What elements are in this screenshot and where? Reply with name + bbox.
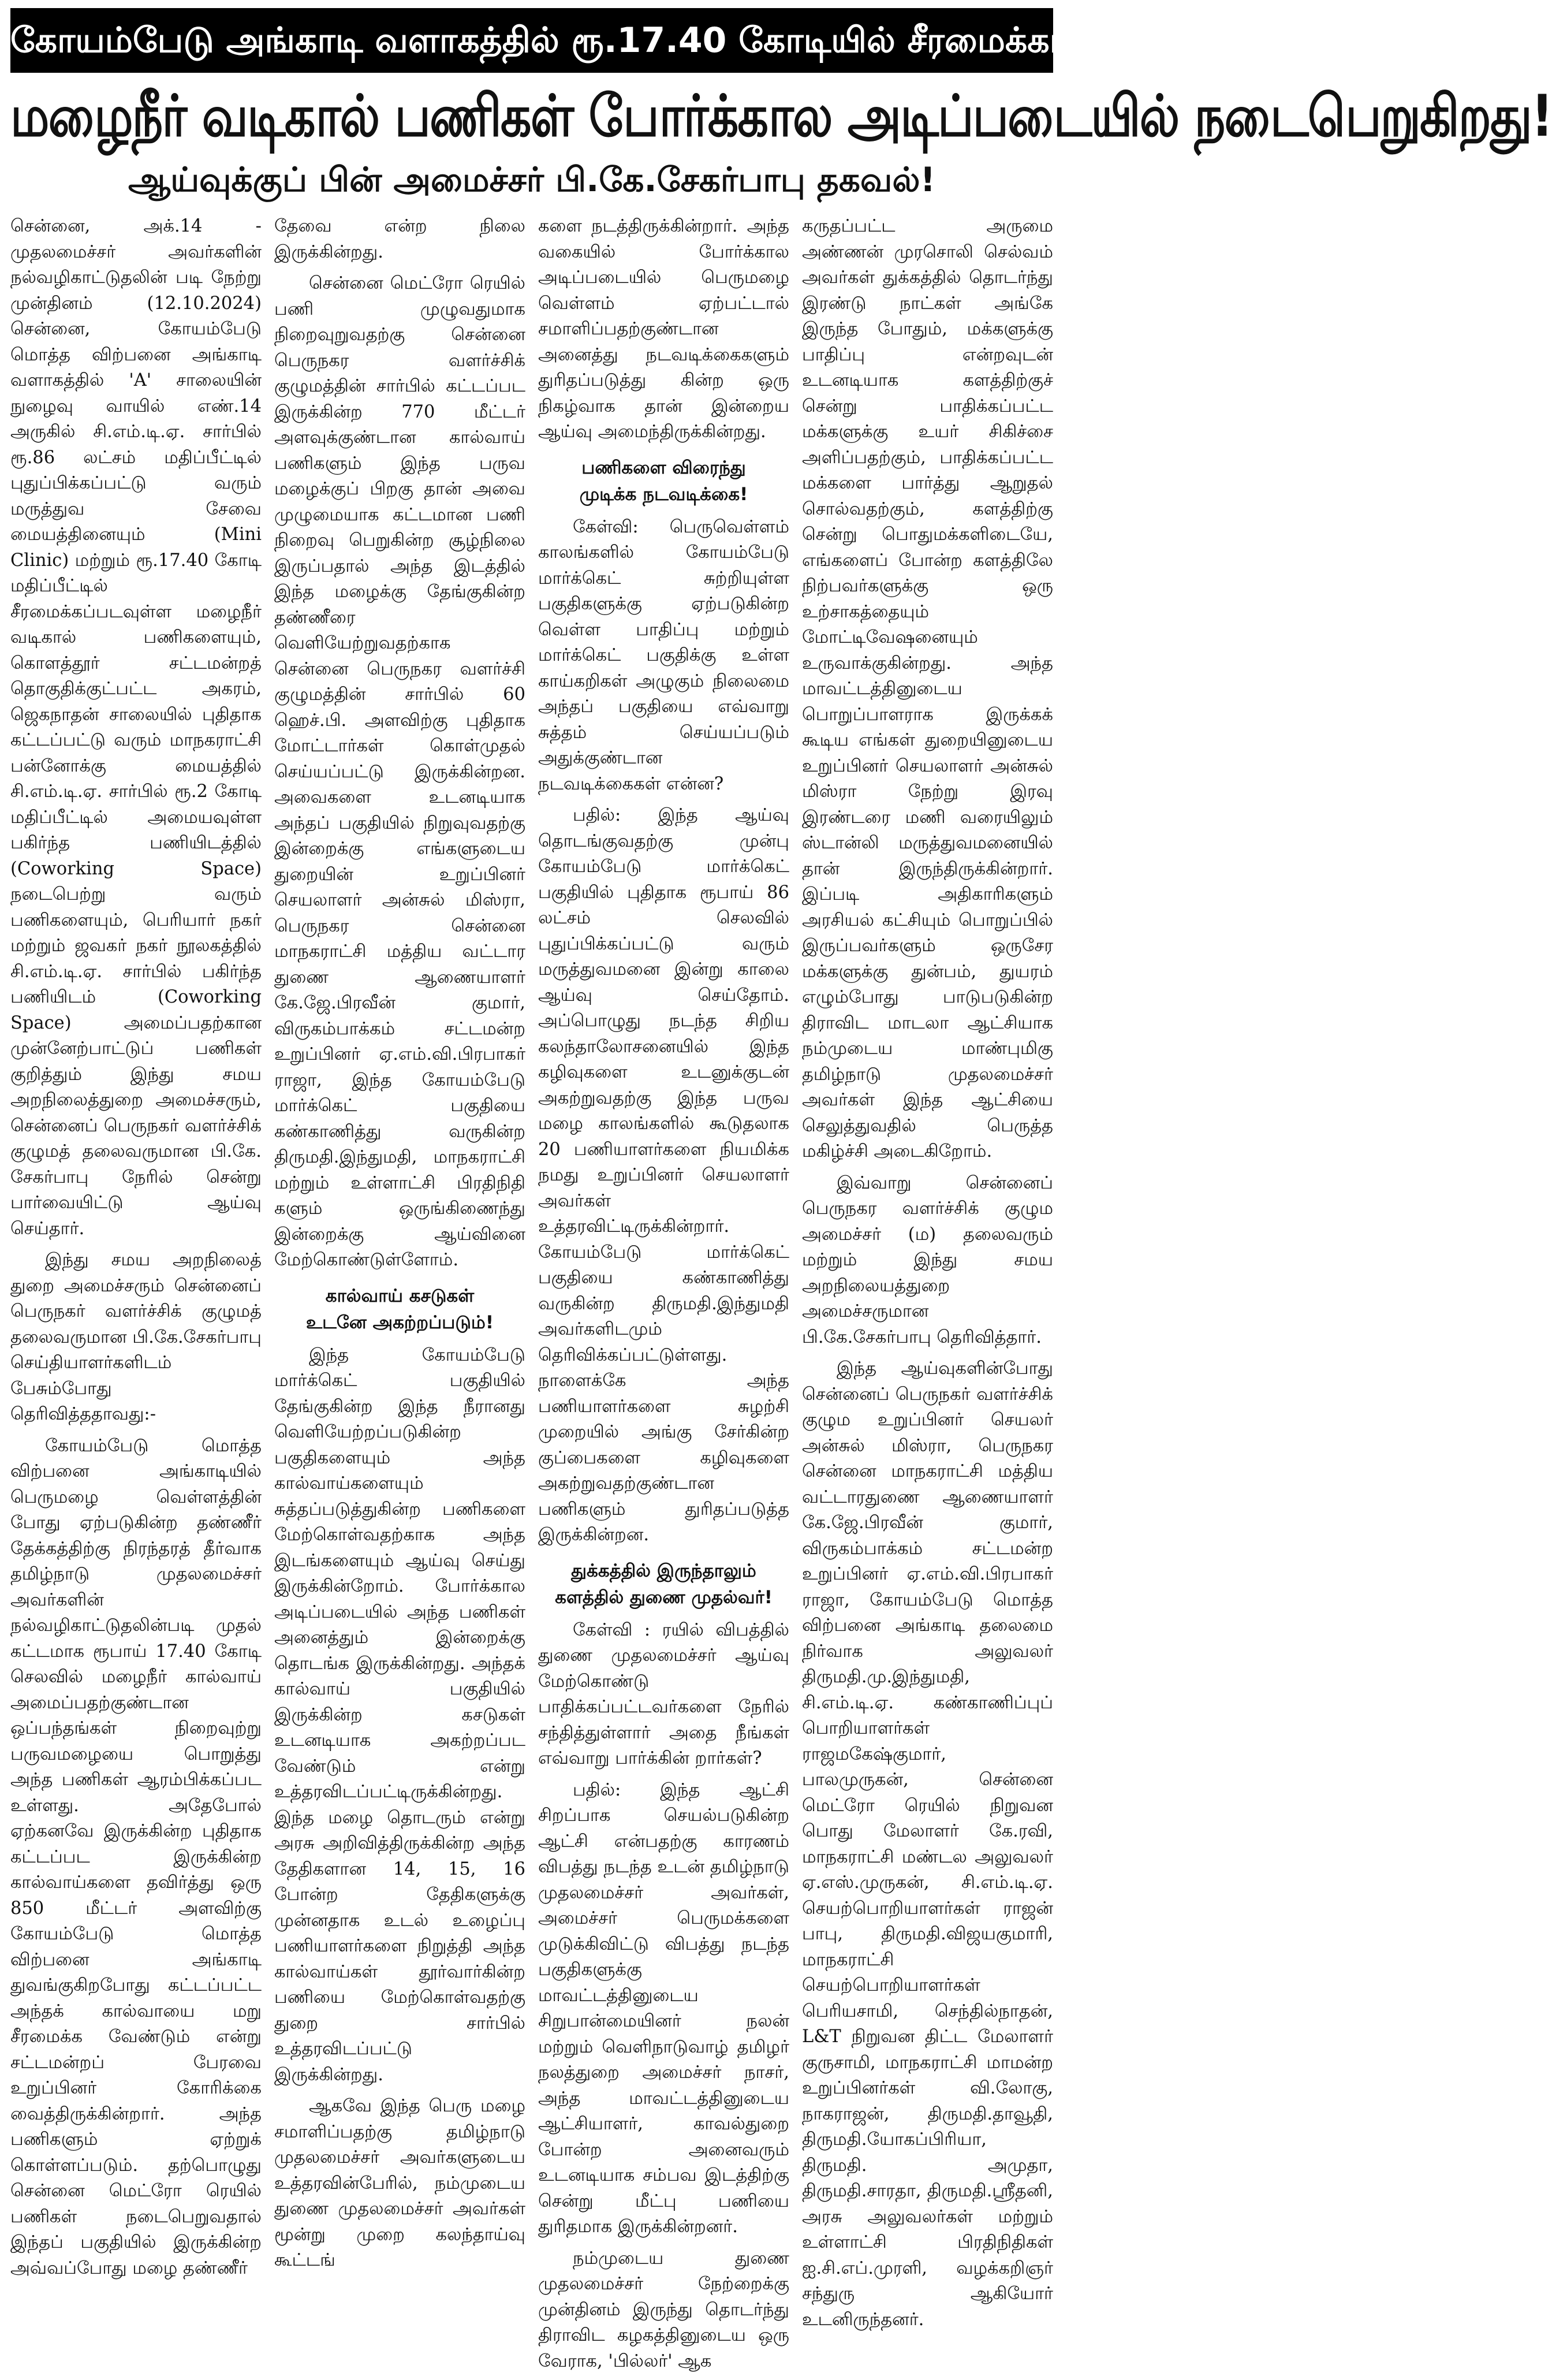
article-column-3: [538, 214, 789, 2380]
body-paragraph: கேள்வி: பெருவெள்ளம் காலங்களில் கோயம்பேடு மார்க்கெட் சுற்றியுள்ள பகுதிகளுக்கு ஏற்படுகின்ற வெள்ள பாதிப்பு மற்றும் மார்க்கெட் பகுதிக்கு உள்ள காய்கறிகள் அழுகும் நிலைமை அந்தப் பகுதியை எவ்வாறு சுத்தம் செய்யப்படும் அதுக்குண்டான நடவடிக்கைகள் என்ன?: [538, 516, 789, 794]
body-paragraph: இந்து சமய அறநிலைத் துறை அமைச்சரும் சென்னைப் பெருநகர் வளர்ச்சிக் குழுமத் தலைவருமான பி.கே.சேகர்பாபு செய்தியாளர்களிடம் பேசும்போது தெரிவித்ததாவது:-: [10, 1250, 262, 1424]
body-paragraph: கோயம்பேடு மொத்த விற்பனை அங்காடியில் பெருமழை வெள்ளத்தின் போது ஏற்படுகின்ற தண்ணீர் தேக்கத்திற்கு நிரந்தரத் தீர்வாக தமிழ்நாடு முதலமைச்சர் அவர்களின் நல்வழிகாட்டுதலின்படி முதல் கட்டமாக ரூபாய் 17.40 கோடி செலவில் மழைநீர் கால்வாய் அமைப்பதற்குண்டான ஒப்பந்தங்கள் நிறைவுற்று பருவமழையை பொறுத்து அந்த பணிகள் ஆரம்பிக்கப்பட உள்ளது. அதேபோல் ஏற்கனவே இருக்கின்ற புதிதாக கட்டப்பட இருக்கின்ற கால்வாய்களை தவிர்த்து ஒரு 850 மீட்டர் அளவிற்கு கோயம்பேடு மொத்த விற்பனை அங்காடி துவங்குகிறபோது கட்டப்பட்ட அந்தக் கால்வாயை மறு சீரமைக்க வேண்டும் என்று சட்டமன்றப் பேரவை உறுப்பினர் கோரிக்கை வைத்திருக்கின்றார். அந்த பணிகளும் ஏற்றுக் கொள்ளப்படும். தற்பொழுது சென்னை மெட்ரோ ரெயில் பணிகள் நடைபெறுவதால் இந்தப் பகுதியில் இருக்கின்ற அவ்வப்போது மழை தண்ணீர்: [10, 1435, 262, 2278]
subheading-line: கால்வாய் கசடுகள்: [325, 1285, 475, 1306]
body-paragraph: களை நடத்திருக்கின்றார். அந்த வகையில் போர்க்கால அடிப்படையில் பெருமழை வெள்ளம் ஏற்பட்டால் சமாளிப்பதற்குண்டான அனைத்து நடவடிக்கைகளும் துரிதப்படுத்து கின்ற ஒரு நிகழ்வாக தான் இன்றைய ஆய்வு அமைந்திருக்கின்றது.: [538, 216, 789, 442]
article-column-4: [802, 214, 1053, 2380]
body-paragraph: இந்த ஆய்வுகளின்போது சென்னைப் பெருநகர் வளர்ச்சிக் குழும உறுப்பினர் செயலர் அன்சுல் மிஸ்ரா, பெருநகர சென்னை மாநகராட்சி மத்திய வட்டாரதுணை ஆணையாளர் கே.ஜே.பிரவீன் குமார், விருகம்பாக்கம் சட்டமன்ற உறுப்பினர் ஏ.எம்.வி.பிரபாகர் ராஜா, கோயம்பேடு மொத்த விற்பனை அங்காடி தலைமை நிர்வாக அலுவலர் திருமதி.மு.இந்துமதி, சி.எம்.டி.ஏ. கண்காணிப்புப் பொறியாளர்கள் ராஜமகேஷ்குமார், பாலமுருகன், சென்னை மெட்ரோ ரெயில் நிறுவன பொது மேலாளர் கே.ரவி, மாநகராட்சி மண்டல அலுவலர் ஏ.எஸ்.முருகன், சி.எம்.டி.ஏ. செயற்பொறியாளர்கள் ராஜன் பாபு, திருமதி.விஜயகுமாரி, மாநகராட்சி செயற்பொறியாளர்கள் பெரியசாமி, செந்தில்நாதன், L&T நிறுவன திட்ட மேலாளர் குருசாமி, மாநகராட்சி மாமன்ற உறுப்பினர்கள் வி.லோகு, நாகராஜன், திருமதி.தாவூதி, திருமதி.யோகப்பிரியா, திருமதி. அமுதா, திருமதி.சாரதா, திருமதி.ஸ்ரீதனி, அரசு அலுவலர்கள் மற்றும் உள்ளாட்சி பிரதிநிதிகள் ஐ.சி.எப்.முரளி, வழக்கறிஞர் சந்துரு ஆகியோர் உடனிருந்தனர்.: [802, 1358, 1053, 2330]
body-paragraph: சென்னை, அக்.14 - முதலமைச்சர் அவர்களின் நல்வழிகாட்டுதலின் படி நேற்று முன்தினம் (12.10.2024) சென்னை, கோயம்பேடு மொத்த விற்பனை அங்காடி வளாகத்தில் 'A' சாலையின் நுழைவு வாயில் எண்.14 அருகில் சி.எம்.டி.ஏ. சார்பில் ரூ.86 லட்சம் மதிப்பீட்டில் புதுப்பிக்கப்பட்டு வரும் மருத்துவ சேவை மையத்தினையும் (Mini Clinic) மற்றும் ரூ.17.40 கோடி மதிப்பீட்டில் சீரமைக்கப்படவுள்ள மழைநீர் வடிகால் பணிகளையும், கொளத்தூர் சட்டமன்றத் தொகுதிக்குட்பட்ட அகரம், ஜெகநாதன் சாலையில் புதிதாக கட்டப்பட்டு வரும் மாநகராட்சி பன்னோக்கு மையத்தில் சி.எம்.டி.ஏ. சார்பில் ரூ.2 கோடி மதிப்பீட்டில் அமையவுள்ள பகிர்ந்த பணியிடத்தில் (Coworking Space) நடைபெற்று வரும் பணிகளையும், பெரியார் நகர் மற்றும் ஜவகர் நகர் நூலகத்தில் சி.எம்.டி.ஏ. சார்பில் பகிர்ந்த பணியிடம் (Coworking Space) அமைப்பதற்கான முன்னேற்பாட்டுப் பணிகள் குறித்தும் இந்து சமய அறநிலைத்துறை அமைச்சரும், சென்னைப் பெருநகர் வளர்ச்சிக் குழுமத் தலைவருமான பி.கே. சேகர்பாபு நேரில் சென்று பார்வையிட்டு ஆய்வு செய்தார்.: [10, 216, 262, 1239]
body-paragraph: நம்முடைய துணை முதலமைச்சர் நேற்றைக்கு முன்தினம் இருந்து தொடர்ந்து திராவிட கழகத்தினுடைய ஒரு வேராக, 'பில்லர்' ஆக: [538, 2248, 789, 2371]
section-subheading: [274, 1283, 525, 1336]
subheading-line: உடனே அகற்றப்படும்!: [305, 1312, 494, 1333]
subheadline: ஆய்வுக்குப் பின் அமைச்சர் பி.கே.சேகர்பாபு தகவல்!: [128, 160, 936, 199]
headline: மழைநீர் வடிகால் பணிகள் போர்க்கால அடிப்படையில் நடைபெறுகிறது!: [10, 83, 1552, 150]
body-paragraph: சென்னை மெட்ரோ ரெயில் பணி முழுவதுமாக நிறைவுறுவதற்கு சென்னை பெருநகர வளர்ச்சிக் குழுமத்தின் சார்பில் கட்டப்பட இருக்கின்ற 770 மீட்டர் அளவுக்குண்டான கால்வாய் பணிகளும் இந்த பருவ மழைக்குப் பிறகு தான் அவை முழுமையாக கட்டமான பணி நிறைவு பெறுகின்ற சூழ்நிலை இருப்பதால் அந்த இடத்தில் இந்த மழைக்கு தேங்குகின்ற தண்ணீரை வெளியேற்றுவதற்காக சென்னை பெருநகர வளர்ச்சி குழுமத்தின் சார்பில் 60 ஹெச்.பி. அளவிற்கு புதிதாக மோட்டார்கள் கொள்முதல் செய்யப்பட்டு இருக்கின்றன. அவைகளை உடனடியாக அந்தப் பகுதியில் நிறுவுவதற்கு இன்றைக்கு எங்களுடைய துறையின் உறுப்பினர் செயலாளர் அன்சுல் மிஸ்ரா, பெருநகர சென்னை மாநகராட்சி மத்திய வட்டார துணை ஆணையாளர் கே.ஜே.பிரவீன் குமார், விருகம்பாக்கம் சட்டமன்ற உறுப்பினர் ஏ.எம்.வி.பிரபாகர் ராஜா, இந்த கோயம்பேடு மார்க்கெட் பகுதியை கண்காணித்து வருகின்ற திருமதி.இந்துமதி, மாநகராட்சி மற்றும் உள்ளாட்சி பிரதிநிதி களும் ஒருங்கிணைந்து இன்றைக்கு ஆய்வினை மேற்கொண்டுள்ளோம்.: [274, 273, 525, 1270]
subheading-line: களத்தில் துணை முதல்வர்!: [555, 1586, 773, 1608]
body-paragraph: இவ்வாறு சென்னைப் பெருநகர வளர்ச்சிக் குழும அமைச்சர் (ம) தலைவரும் மற்றும் இந்து சமய அறநிலையத்துறை அமைச்சருமான பி.கே.சேகர்பாபு தெரிவித்தார்.: [802, 1172, 1053, 1347]
subheading-line: முடிக்க நடவடிக்கை!: [579, 483, 748, 505]
body-paragraph: கேள்வி : ரயில் விபத்தில் துணை முதலமைச்சர் ஆய்வு மேற்கொண்டு பாதிக்கப்பட்டவர்களை நேரில் சந்தித்துள்ளார் அதை நீங்கள் எவ்வாறு பார்க்கின் றார்கள்?: [538, 1619, 789, 1768]
subheading-line: துக்கத்தில் இருந்தாலும்: [571, 1560, 756, 1581]
article-columns: [10, 214, 1053, 2371]
body-paragraph: பதில்: இந்த ஆய்வு தொடங்குவதற்கு முன்பு கோயம்பேடு மார்க்கெட் பகுதியில் புதிதாக ரூபாய் 86 லட்சம் செலவில் புதுப்பிக்கப்பட்டு வரும் மருத்துவமனை இன்று காலை ஆய்வு செய்தோம். அப்பொழுது நடந்த சிறிய கலந்தாலோசனையில் இந்த கழிவுகளை உடனுக்குடன் அகற்றுவதற்கு இந்த பருவ மழை காலங்களில் கூடுதலாக 20 பணியாளர்களை நியமிக்க நமது உறுப்பினர் செயலாளர் அவர்கள் உத்தரவிட்டிருக்கின்றார். கோயம்பேடு மார்க்கெட் பகுதியை கண்காணித்து வருகின்ற திருமதி.இந்துமதி அவர்களிடமும் தெரிவிக்கப்பட்டுள்ளது. நாளைக்கே அந்த பணியாளர்களை சுழற்சி முறையில் அங்கு சேர்கின்ற குப்பைகளை கழிவுகளை அகற்றுவதற்குண்டான பணிகளும் துரிதப்படுத்த இருக்கின்றன.: [538, 805, 789, 1545]
kicker-banner: கோயம்பேடு அங்காடி வளாகத்தில் ரூ.17.40 கோடியில் சீரமைக்கப்படும்: [10, 8, 1053, 73]
body-paragraph: தேவை என்ற நிலை இருக்கின்றது.: [274, 216, 525, 262]
body-paragraph: ஆகவே இந்த பெரு மழை சமாளிப்பதற்கு தமிழ்நாடு முதலமைச்சர் அவர்களுடைய உத்தரவின்பேரில், நம்முடைய துணை முதலமைச்சர் அவர்கள் மூன்று முறை கலந்தாய்வு கூட்டங்: [274, 2096, 525, 2270]
section-subheading: [538, 1558, 789, 1611]
body-paragraph: கருதப்பட்ட அருமை அண்ணன் முரசொலி செல்வம் அவர்கள் துக்கத்தில் தொடர்ந்து இரண்டு நாட்கள் அங்கே இருந்த போதும், மக்களுக்கு பாதிப்பு என்றவுடன் உடனடியாக களத்திற்குச் சென்று பாதிக்கப்பட்ட மக்களுக்கு உயர் சிகிச்சை அளிப்பதற்கும், பாதிக்கப்பட்ட மக்களை பார்த்து ஆறுதல் சொல்வதற்கும், களத்திற்கு சென்று பொதுமக்களிடையே, எங்களைப் போன்ற களத்திலே நிற்பவர்களுக்கு ஒரு உற்சாகத்தையும் மோட்டிவேஷனையும் உருவாக்குகின்றது. அந்த மாவட்டத்தினுடைய பொறுப்பாளராக இருக்கக் கூடிய எங்கள் துறையினுடைய உறுப்பினர் செயலாளர் அன்சுல் மிஸ்ரா நேற்று இரவு இரண்டரை மணி வரையிலும் ஸ்டான்லி மருத்துவமனையில் தான் இருந்திருக்கின்றார். இப்படி அதிகாரிகளும் அரசியல் கட்சியும் பொறுப்பில் இருப்பவர்களும் ஒருசேர மக்களுக்கு துன்பம், துயரம் எழும்போது பாடுபடுகின்ற திராவிட மாடலா ஆட்சியாக நம்முடைய மாண்புமிகு தமிழ்நாடு முதலமைச்சர் அவர்கள் இந்த ஆட்சியை செலுத்துவதில் பெருத்த மகிழ்ச்சி அடைகிறோம்.: [802, 216, 1053, 1161]
section-subheading: [538, 455, 789, 508]
body-paragraph: இந்த கோயம்பேடு மார்க்கெட் பகுதியில் தேங்குகின்ற இந்த நீரானது வெளியேற்றப்படுகின்ற பகுதிகளையும் அந்த கால்வாய்களையும் சுத்தப்படுத்துகின்ற பணிகளை மேற்கொள்வதற்காக அந்த இடங்களையும் ஆய்வு செய்து இருக்கின்றோம். போர்க்கால அடிப்படையில் அந்த பணிகள் அனைத்தும் இன்றைக்கு தொடங்க இருக்கின்றது. அந்தக் கால்வாய் பகுதியில் இருக்கின்ற கசடுகள் உடனடியாக அகற்றப்பட வேண்டும் என்று உத்தரவிடப்பட்டிருக்கின்றது. இந்த மழை தொடரும் என்று அரசு அறிவித்திருக்கின்ற அந்த தேதிகளான 14, 15, 16 போன்ற தேதிகளுக்கு முன்னதாக உடல் உழைப்பு பணியாளர்களை நிறுத்தி அந்த கால்வாய்கள் தூர்வார்கின்ற பணியை மேற்கொள்வதற்கு துறை சார்பில் உத்தரவிடப்பட்டு இருக்கின்றது.: [274, 1344, 525, 2085]
subheading-line: பணிகளை விரைந்து: [581, 457, 746, 478]
article-column-2: [274, 214, 525, 2380]
article-column-1: [10, 214, 262, 2380]
body-paragraph: பதில்: இந்த ஆட்சி சிறப்பாக செயல்படுகின்ற ஆட்சி என்பதற்கு காரணம் விபத்து நடந்த உடன் தமிழ்நாடு முதலமைச்சர் அவர்கள், அமைச்சர் பெருமக்களை முடுக்கிவிட்டு விபத்து நடந்த பகுதிகளுக்கு மாவட்டத்தினுடைய சிறுபான்மையினர் நலன் மற்றும் வெளிநாடுவாழ் தமிழர் நலத்துறை அமைச்சர் நாசர், அந்த மாவட்டத்தினுடைய ஆட்சியாளர், காவல்துறை போன்ற அனைவரும் உடனடியாக சம்பவ இடத்திற்கு சென்று மீட்பு பணியை துரிதமாக இருக்கின்றனர்.: [538, 1779, 789, 2237]
